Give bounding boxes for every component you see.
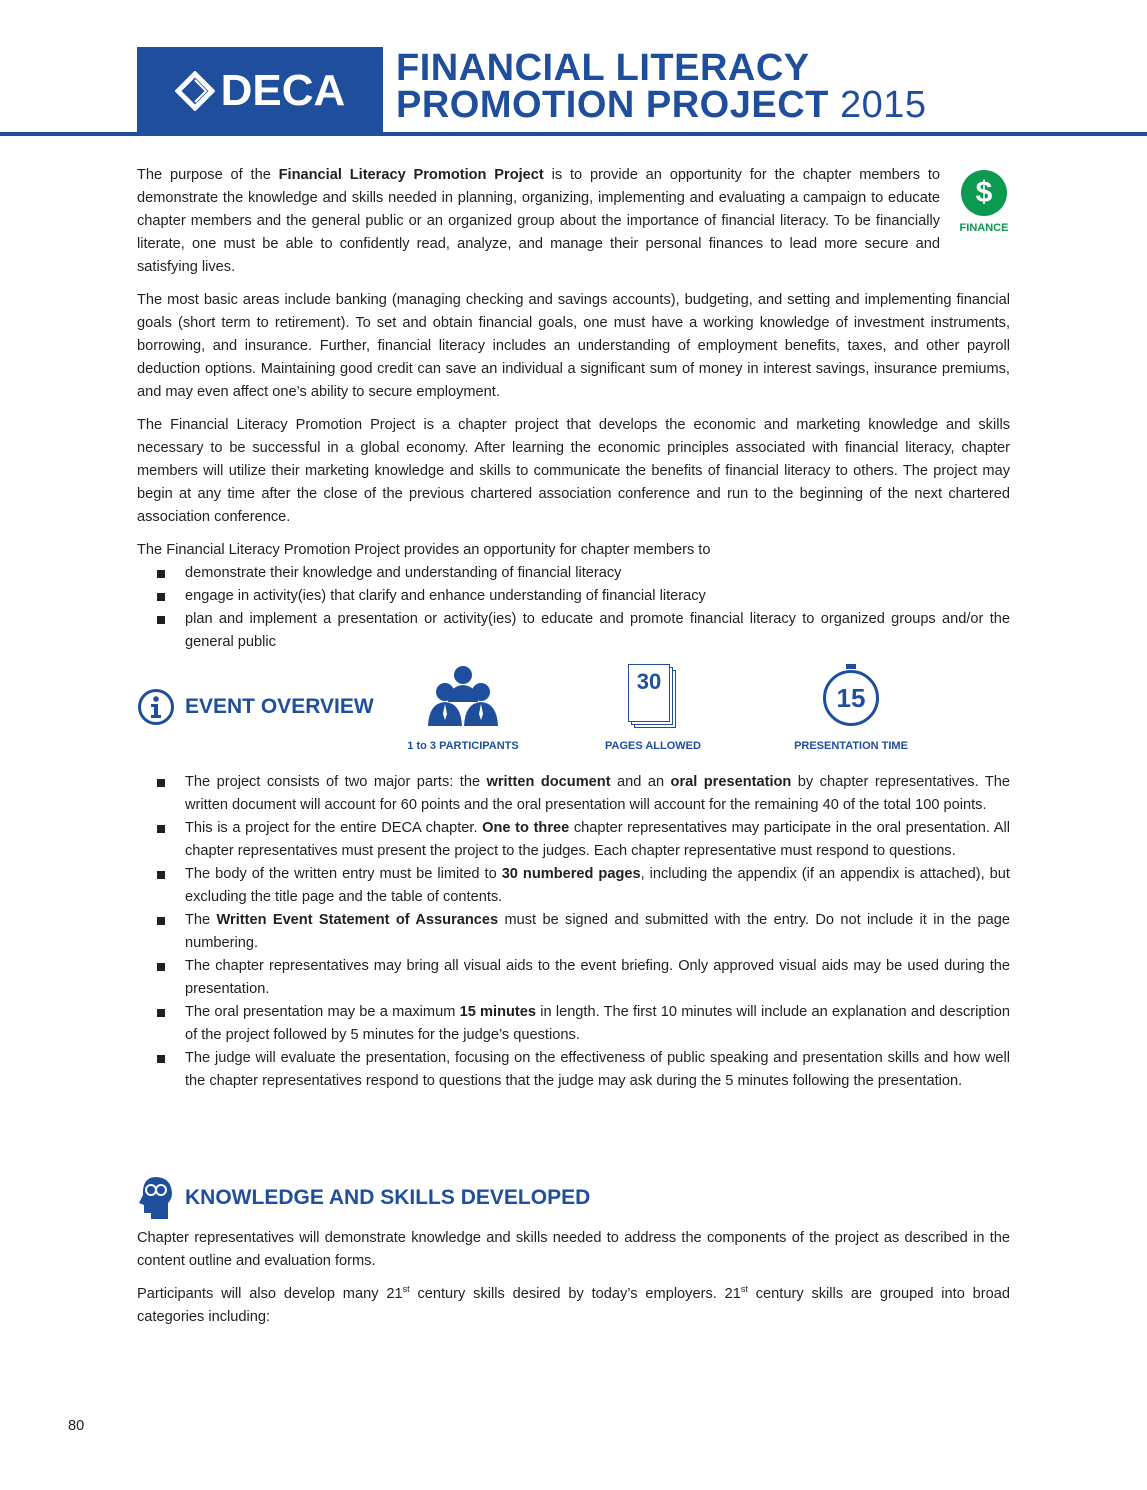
text-segment: and an: [610, 774, 671, 790]
list-item: [137, 562, 1010, 585]
knowledge-title: KNOWLEDGE AND SKILLS DEVELOPED: [185, 1186, 591, 1209]
superscript-text: st: [402, 1284, 410, 1295]
overview-section: [137, 771, 1010, 1093]
list-item: [137, 1001, 1010, 1047]
knowledge-paragraph: [137, 1227, 1010, 1273]
intro-section: [137, 164, 1010, 654]
finance-label: FINANCE: [959, 222, 1009, 234]
intro-bullet-list: [137, 562, 1010, 654]
text-segment: by chapter representatives. The written document will account for 60 points and the oral presentation will account for the remaining 40 of the total 100 points.: [185, 774, 1010, 813]
text-segment: The most basic areas include banking (managing checking and savings accounts), budgeting, and setting and implementing financial goals (short term to retirement). To set and obtain financial goals, one must have a working knowledge of investment instruments, borrowing, and insurance. Further, financial literacy includes an understanding of employment benefits, taxes, and other payroll deduction options. Maintaining good credit can save an individual a significant sum of money in interest savings, insurance premiums, and may even affect one’s ability to secure employment.: [137, 292, 1010, 400]
intro-paragraph: [137, 164, 940, 279]
list-item: [137, 771, 1010, 817]
deca-diamond-icon: [175, 71, 215, 111]
pages-number: 30: [628, 664, 670, 722]
text-segment: The Financial Literacy Promotion Project is a chapter project that develops the economic and marketing knowledge and skills necessary to be successful in a global economy. After learning the economic principles associated with financial literacy, chapter members will utilize their marketing knowledge and skills to communicate the benefits of financial literacy to others. The project may begin at any time after the close of the previous chartered association conference and run to the beginning of the next chartered association conference.: [137, 417, 1010, 525]
list-item: [137, 863, 1010, 909]
time-info: [786, 664, 916, 752]
text-segment: demonstrate their knowledge and understanding of financial literacy: [185, 565, 622, 581]
text-segment: The oral presentation may be a maximum: [185, 1004, 460, 1020]
participants-info: [400, 664, 526, 752]
text-segment: The purpose of the: [137, 167, 279, 183]
text-segment: This is a project for the entire DECA chapter.: [185, 820, 483, 836]
pages-info: [598, 664, 708, 752]
text-segment: , including the appendix (if an appendix is attached), but excluding the title page and the table of contents.: [185, 866, 1010, 905]
list-item: [137, 585, 1010, 608]
page-title: [396, 47, 927, 126]
title-year: 2015: [839, 84, 927, 126]
bold-text: One to three: [482, 820, 570, 836]
time-label: PRESENTATION TIME: [794, 740, 908, 752]
text-segment: The Financial Literacy Promotion Project provides an opportunity for chapter members to: [137, 542, 711, 558]
people-icon: [426, 664, 500, 728]
pages-label: PAGES ALLOWED: [605, 740, 701, 752]
text-segment: chapter representatives may participate in the oral presentation. All chapter representatives must present the project to the judges. Each chapter representative must respond to questions.: [185, 820, 1011, 859]
pages-icon: [628, 664, 678, 728]
text-segment: Participants will also develop many 21: [137, 1286, 403, 1302]
intro-paragraph: [137, 539, 1010, 562]
knowledge-heading: [137, 1175, 590, 1221]
text-segment: in length. The first 10 minutes will include an explanation and description of the project followed by 5 minutes for the judge’s questions.: [185, 1004, 1010, 1043]
text-segment: must be signed and submitted with the entry. Do not include it in the page numbering.: [185, 912, 1010, 951]
knowledge-section: [137, 1227, 1010, 1339]
text-segment: is to provide an opportunity for the chapter members to demonstrate the knowledge and skills needed in planning, organizing, implementing and evaluating a campaign to educate chapter members and the general public or an organized group about the importance of financial literacy. To be financially literate, one must be able to confidently read, analyze, and manage their personal finances to lead more secure and satisfying lives.: [137, 167, 941, 275]
list-item: [137, 955, 1010, 1001]
dollar-icon: $: [961, 170, 1007, 216]
bold-text: 15 minutes: [459, 1004, 537, 1020]
participants-label: 1 to 3 PARTICIPANTS: [407, 740, 519, 752]
text-segment: The judge will evaluate the presentation, focusing on the effectiveness of public speaking and presentation skills and how well the chapter representatives respond to questions that the judge may ask during the 5 minutes following the presentation.: [185, 1050, 1010, 1089]
bold-text: oral presentation: [670, 774, 792, 790]
page-number: 80: [68, 1418, 85, 1434]
bold-text: written document: [486, 774, 611, 790]
time-number: 15: [823, 670, 879, 726]
head-gears-icon: [137, 1175, 175, 1221]
stopwatch-icon: [821, 664, 881, 728]
event-overview-title: EVENT OVERVIEW: [185, 695, 374, 718]
text-segment: century skills are grouped into broad categories including:: [137, 1286, 1010, 1325]
list-item: [137, 1047, 1010, 1093]
text-segment: engage in activity(ies) that clarify and enhance understanding of financial literacy: [185, 588, 706, 604]
text-segment: plan and implement a presentation or activity(ies) to educate and promote financial literacy to organized groups and/or the general public: [185, 611, 1010, 650]
knowledge-paragraph: [137, 1283, 1010, 1329]
text-segment: The body of the written entry must be limited to: [185, 866, 502, 882]
header-rule: [0, 132, 1147, 136]
info-icon: [137, 688, 175, 726]
list-item: [137, 817, 1010, 863]
event-overview-heading: [137, 688, 374, 726]
bold-text: Financial Literacy Promotion Project: [278, 167, 544, 183]
text-segment: Chapter representatives will demonstrate knowledge and skills needed to address the components of the project as described in the content outline and evaluation forms.: [137, 1230, 1010, 1269]
intro-paragraph: [137, 289, 1010, 404]
superscript-text: st: [740, 1284, 748, 1295]
text-segment: The chapter representatives may bring all visual aids to the event briefing. Only approved visual aids may be used during the presentation.: [185, 958, 1010, 997]
title-line-1: FINANCIAL LITERACY: [396, 47, 810, 89]
overview-bullet-list: [137, 771, 1010, 1093]
list-item: [137, 909, 1010, 955]
deca-logo: [137, 47, 383, 135]
intro-paragraph: [137, 414, 1010, 529]
logo-text: DECA: [220, 66, 346, 115]
text-segment: The project consists of two major parts: the: [185, 774, 487, 790]
text-segment: The: [185, 912, 217, 928]
list-item: [137, 608, 1010, 654]
title-line-2: PROMOTION PROJECT: [396, 84, 829, 126]
bold-text: Written Event Statement of Assurances: [216, 912, 499, 928]
text-segment: century skills desired by today’s employers. 21: [409, 1286, 741, 1302]
bold-text: 30 numbered pages: [501, 866, 641, 882]
